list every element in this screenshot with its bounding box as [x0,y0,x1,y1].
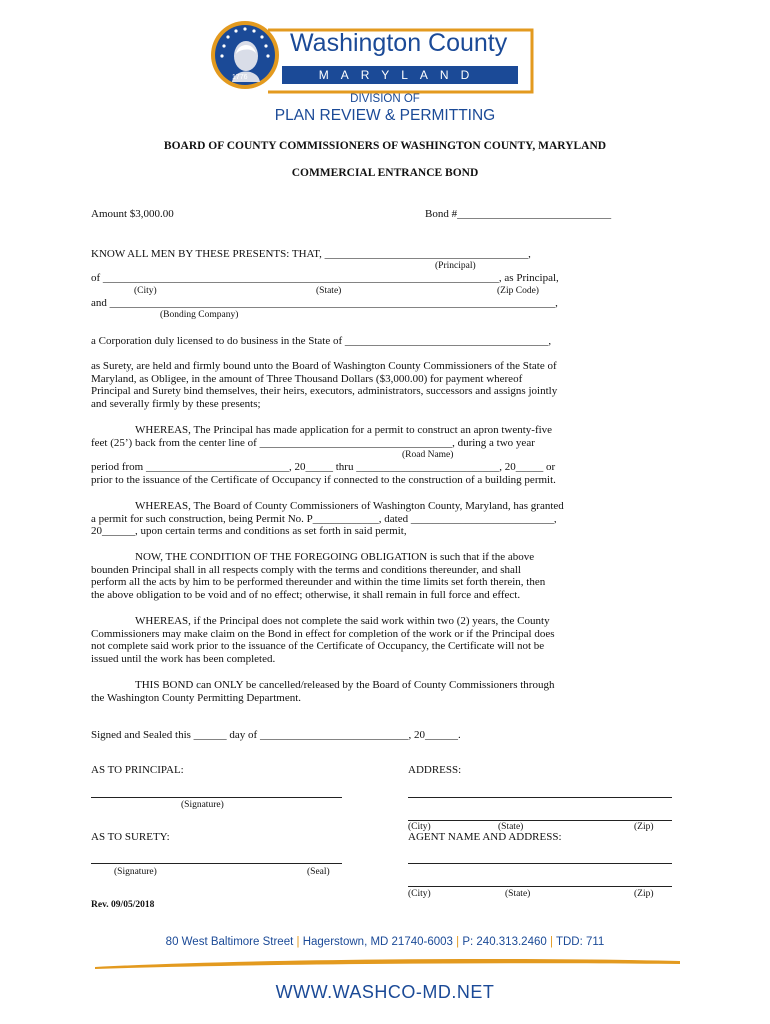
agent-address-line[interactable] [408,863,672,864]
agent-city-line[interactable] [408,886,672,887]
principal-label: (Principal) [435,261,476,271]
of-line: of ________________________________________________________________________, as Principal, [91,272,559,284]
agent-state-label: (State) [505,889,531,899]
whereas-line: WHEREAS, The Principal has made application for a permit to construct an apron twenty-five [135,424,553,436]
surety-signature-label: (Signature) [114,867,157,877]
agent-city-label: (City) [408,889,431,899]
condition-line: NOW, THE CONDITION OF THE FOREGOING OBLIGATION is such that if the above [135,551,535,563]
state-label: (State) [316,286,342,296]
seal-year: 1776 [232,74,248,81]
signature-label: (Signature) [181,800,224,810]
whereas-line: WHEREAS, if the Principal does not complete the said work within two (2) years, the County [135,615,550,627]
bond-number: Bond #____________________________ [425,208,612,220]
footer-phone: P: 240.313.2460 [462,936,547,948]
cancellation-paragraph [91,679,554,704]
division-label: DIVISION OF [350,93,420,105]
division-name: PLAN REVIEW & PERMITTING [274,107,496,124]
condition-line: the above obligation to be void and of no effect; otherwise, it shall remain in full force and effect. [91,588,521,601]
road-name-label: (Road Name) [402,450,454,460]
whereas-line: 20______, upon certain terms and conditions as set forth in said permit, [91,525,407,538]
address-heading: ADDRESS: [408,764,462,776]
whereas-line: prior to the issuance of the Certificate of Occupancy if connected to the construction of a building permit. [91,473,556,486]
footer-street: 80 West Baltimore Street [165,936,294,948]
address-zip-label: (Zip) [634,822,654,832]
logo-subtitle: MARYLAND [282,66,518,84]
footer-website-link[interactable]: WWW.WASHCO-MD.NET [275,982,495,1002]
zip-label: (Zip Code) [497,286,539,296]
and-line: and _________________________________________________________________________________, [91,297,558,309]
seal-label: (Seal) [307,867,330,877]
address-city-line[interactable] [408,820,672,821]
whereas-line: WHEREAS, The Board of County Commissioners of Washington County, Maryland, has granted [135,500,564,512]
surety-line: Principal and Surety bind themselves, their heirs, executors, administrators, successors and assigns jointly [91,385,558,398]
agent-zip-label: (Zip) [634,889,654,899]
whereas-line: feet (25’) back from the center line of ___________________________________, during a two year [91,436,535,449]
principal-heading: AS TO PRINCIPAL: [91,764,184,776]
whereas-permit-paragraph [91,424,552,449]
footer-address [0,936,770,948]
document-title: COMMERCIAL ENTRANCE BOND [291,167,479,179]
footer-swoosh-graphic [95,955,680,975]
whereas-period-paragraph [91,461,556,486]
footer-separator: | [456,936,460,948]
agent-heading: AGENT NAME AND ADDRESS: [408,831,562,843]
bonding-company-label: (Bonding Company) [160,310,239,320]
city-label: (City) [134,286,157,296]
surety-heading: AS TO SURETY: [91,831,170,843]
address-state-label: (State) [498,822,524,832]
bond-amount: Amount $3,000.00 [91,208,174,220]
condition-line: bounden Principal shall in all respects comply with the terms and conditions thereunder, and shall [91,563,521,576]
whereas-line: Commissioners may make claim on the Bond in effect for completion of the work or if the Principal does [91,627,555,640]
corporation-line: a Corporation duly licensed to do business in the State of _____________________________________, [91,335,552,347]
surety-paragraph [91,360,557,410]
footer-city: Hagerstown, MD 21740-6003 [302,936,453,948]
surety-signature-line[interactable] [91,863,342,864]
footer-tdd: TDD: 711 [555,936,605,948]
whereas-board-paragraph [91,500,564,538]
whereas-line: a permit for such construction, being Permit No. P____________, dated __________________________, [91,512,557,525]
cancellation-line: THIS BOND can ONLY be cancelled/released by the Board of County Commissioners through [135,679,555,691]
surety-line: and severally firmly by these presents; [91,397,261,410]
whereas-line: issued until the work has been completed. [91,652,276,665]
address-line[interactable] [408,797,672,798]
principal-signature-line[interactable] [91,797,342,798]
footer-separator: | [296,936,300,948]
board-heading: BOARD OF COUNTY COMMISSIONERS OF WASHINGTON COUNTY, MARYLAND [163,140,607,152]
know-all-line: KNOW ALL MEN BY THESE PRESENTS: THAT, _____________________________________, [91,248,531,260]
revision-date: Rev. 09/05/2018 [91,900,155,910]
signed-sealed-line: Signed and Sealed this ______ day of ___________________________, 20______. [91,729,461,741]
condition-paragraph [91,551,545,601]
condition-line: perform all the acts by him to be performed thereunder and within the time limits set forth therein, then [91,576,546,589]
whereas-line: not complete said work prior to the issuance of the Certificate of Occupancy, the Certificate will not be [91,640,545,653]
logo-title: Washington County [290,29,508,57]
county-logo [210,20,536,90]
footer-separator: | [549,936,553,948]
surety-line: as Surety, are held and firmly bound unto the Board of Washington County Commissioners of the State of [91,360,557,372]
cancellation-line: the Washington County Permitting Department. [91,691,302,704]
whereas-claim-paragraph [91,615,555,665]
whereas-line: period from __________________________, 20_____ thru __________________________, 20_____ or [91,461,556,473]
address-city-label: (City) [408,822,431,832]
surety-line: Maryland, as Obligee, in the amount of Three Thousand Dollars ($3,000.00) for payment whereof [91,372,523,385]
